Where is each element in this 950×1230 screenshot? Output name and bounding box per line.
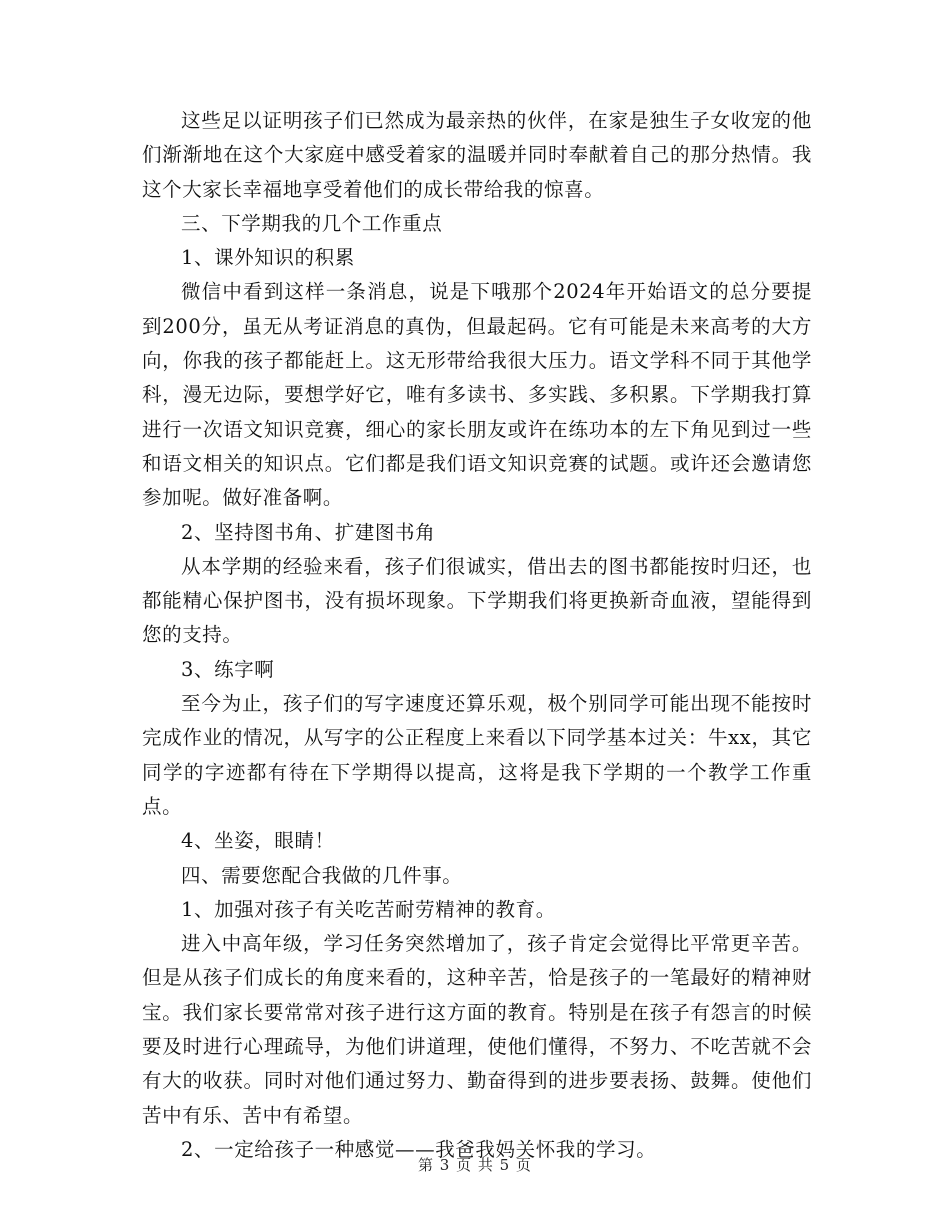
heading-next-semester-focus: 三、下学期我的几个工作重点 [181, 211, 443, 235]
page-number-footer: 第 3 页 共 5 页 [418, 1156, 532, 1174]
subheading-extracurricular-knowledge: 1、课外知识的积累 [181, 246, 355, 270]
subheading-parents-care: 2、一定给孩子一种感觉——我爸我妈关怀我的学习。 [181, 1137, 657, 1161]
paragraph-partners: 这些足以证明孩子们已然成为最亲热的伙伴，在家是独生子女收宠的他们渐渐地在这个大家庭中感受着家的温暖并同时奉献着自己的那分热情。我这个大家长幸福地享受着他们的成长带给我的惊喜。 [142, 109, 812, 201]
subheading-hardship-education: 1、加强对孩子有关吃苦耐劳精神的教育。 [181, 897, 556, 921]
document-body [142, 104, 812, 1167]
subheading-book-corner: 2、坚持图书角、扩建图书角 [181, 520, 436, 544]
heading-parent-cooperation: 四、需要您配合我做的几件事。 [181, 863, 463, 887]
paragraph-book-corner: 从本学期的经验来看，孩子们很诚实，借出去的图书都能按时归还，也都能精心保护图书，没有损坏现象。下学期我们将更换新奇血液，望能得到您的支持。 [142, 554, 812, 647]
paragraph-hardship-education: 进入中高年级，学习任务突然增加了，孩子肯定会觉得比平常更辛苦。但是从孩子们成长的角度来看的，这种辛苦，恰是孩子的一笔最好的精神财宝。我们家长要常常对孩子进行这方面的教育。特别是在孩子有怨言的时候要及时进行心理疏导，为他们讲道理，使他们懂得，不努力、不吃苦就不会有大的收获。同时对他们通过努力、勤奋得到的进步要表扬、鼓舞。使他们苦中有乐、苦中有希望。 [142, 932, 812, 1127]
paragraph-knowledge-contest: 微信中看到这样一条消息，说是下哦那个2024年开始语文的总分要提到200分，虽无从考证消息的真伪，但最起码。它有可能是未来高考的大方向，你我的孩子都能赶上。这无形带给我很大压力。语文学科不同于其他学科，漫无边际，要想学好它，唯有多读书、多实践、多积累。下学期我打算进行一次语文知识竞赛，细心的家长朋友或许在练功本的左下角见到过一些和语文相关的知识点。它们都是我们语文知识竞赛的试题。或许还会邀请您参加呢。做好准备啊。 [142, 280, 812, 510]
subheading-posture-eyes: 4、坐姿，眼睛！ [181, 829, 335, 853]
paragraph-handwriting: 至今为止，孩子们的写字速度还算乐观，极个别同学可能出现不能按时完成作业的情况，从写字的公正程度上来看以下同学基本过关：牛xx，其它同学的字迹都有待在下学期得以提高，这将是我下学期的一个教学工作重点。 [142, 692, 812, 818]
subheading-handwriting: 3、练字啊 [181, 657, 275, 681]
